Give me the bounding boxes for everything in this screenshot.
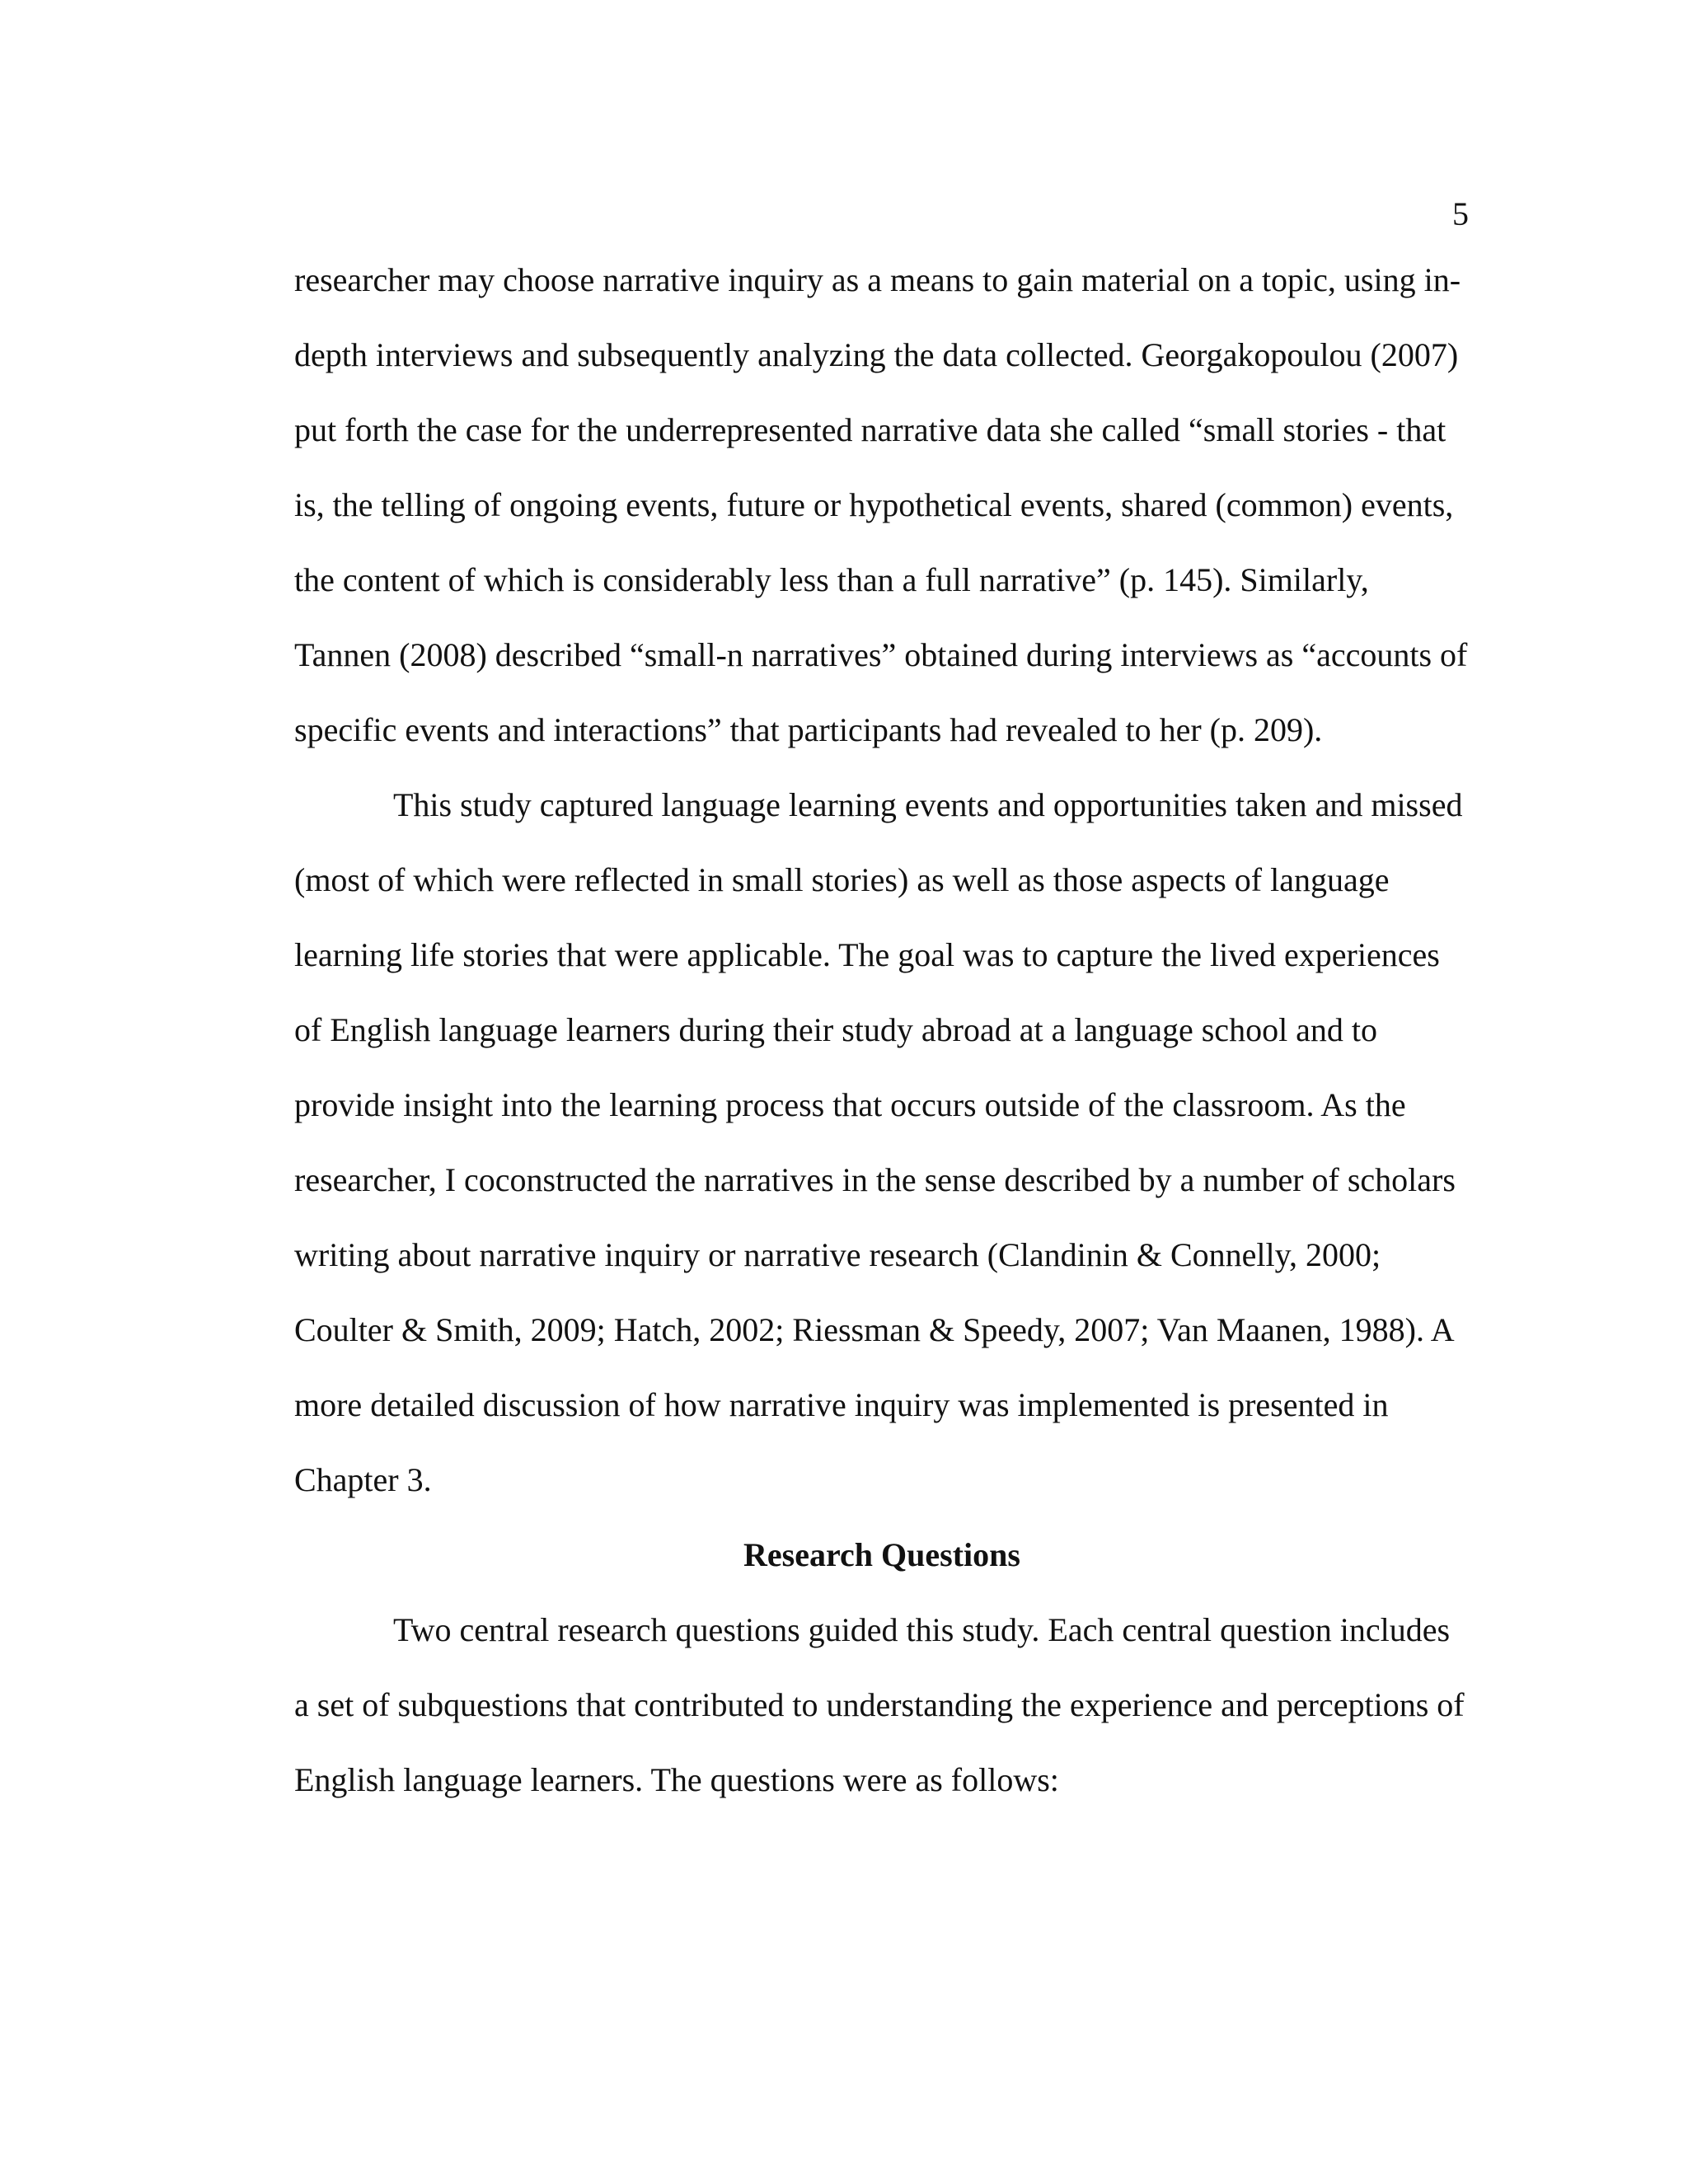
text-line: Two central research questions guided this study. Each central question includes <box>393 1611 1451 1648</box>
text-line: learning life stories that were applicable. The goal was to capture the lived experiences <box>294 936 1440 973</box>
text-line: researcher may choose narrative inquiry as a means to gain material on a topic, using in- <box>294 261 1461 298</box>
text-line: depth interviews and subsequently analyzing the data collected. Georgakopoulou (2007) <box>294 336 1459 373</box>
text-line: Coulter & Smith, 2009; Hatch, 2002; Riessman & Speedy, 2007; Van Maanen, 1988). A <box>294 1311 1455 1348</box>
text-line: a set of subquestions that contributed to understanding the experience and perceptions of <box>294 1686 1465 1723</box>
text-line: of English language learners during their study abroad at a language school and to <box>294 1011 1378 1048</box>
text-line: English language learners. The questions were as follows: <box>294 1761 1059 1798</box>
text-line: This study captured language learning events and opportunities taken and missed <box>393 786 1463 823</box>
text-line: writing about narrative inquiry or narrative research (Clandinin & Connelly, 2000; <box>294 1236 1381 1273</box>
text-line: is, the telling of ongoing events, future or hypothetical events, shared (common) events, <box>294 486 1454 523</box>
text-line: Chapter 3. <box>294 1461 432 1498</box>
text-line: put forth the case for the underrepresented narrative data she called “small stories - that <box>294 411 1447 448</box>
text-line: provide insight into the learning process that occurs outside of the classroom. As the <box>294 1086 1406 1123</box>
page-number: 5 <box>1452 195 1469 232</box>
text-line: more detailed discussion of how narrative inquiry was implemented is presented in <box>294 1386 1389 1423</box>
text-line: (most of which were reflected in small stories) as well as those aspects of language <box>294 861 1390 898</box>
text-line: researcher, I coconstructed the narratives in the sense described by a number of scholars <box>294 1161 1456 1198</box>
section-heading: Research Questions <box>743 1536 1020 1573</box>
text-line: specific events and interactions” that participants had revealed to her (p. 209). <box>294 711 1323 748</box>
text-line: the content of which is considerably less than a full narrative” (p. 145). Similarly, <box>294 561 1369 598</box>
text-line: Tannen (2008) described “small-n narratives” obtained during interviews as “accounts of <box>294 636 1468 673</box>
